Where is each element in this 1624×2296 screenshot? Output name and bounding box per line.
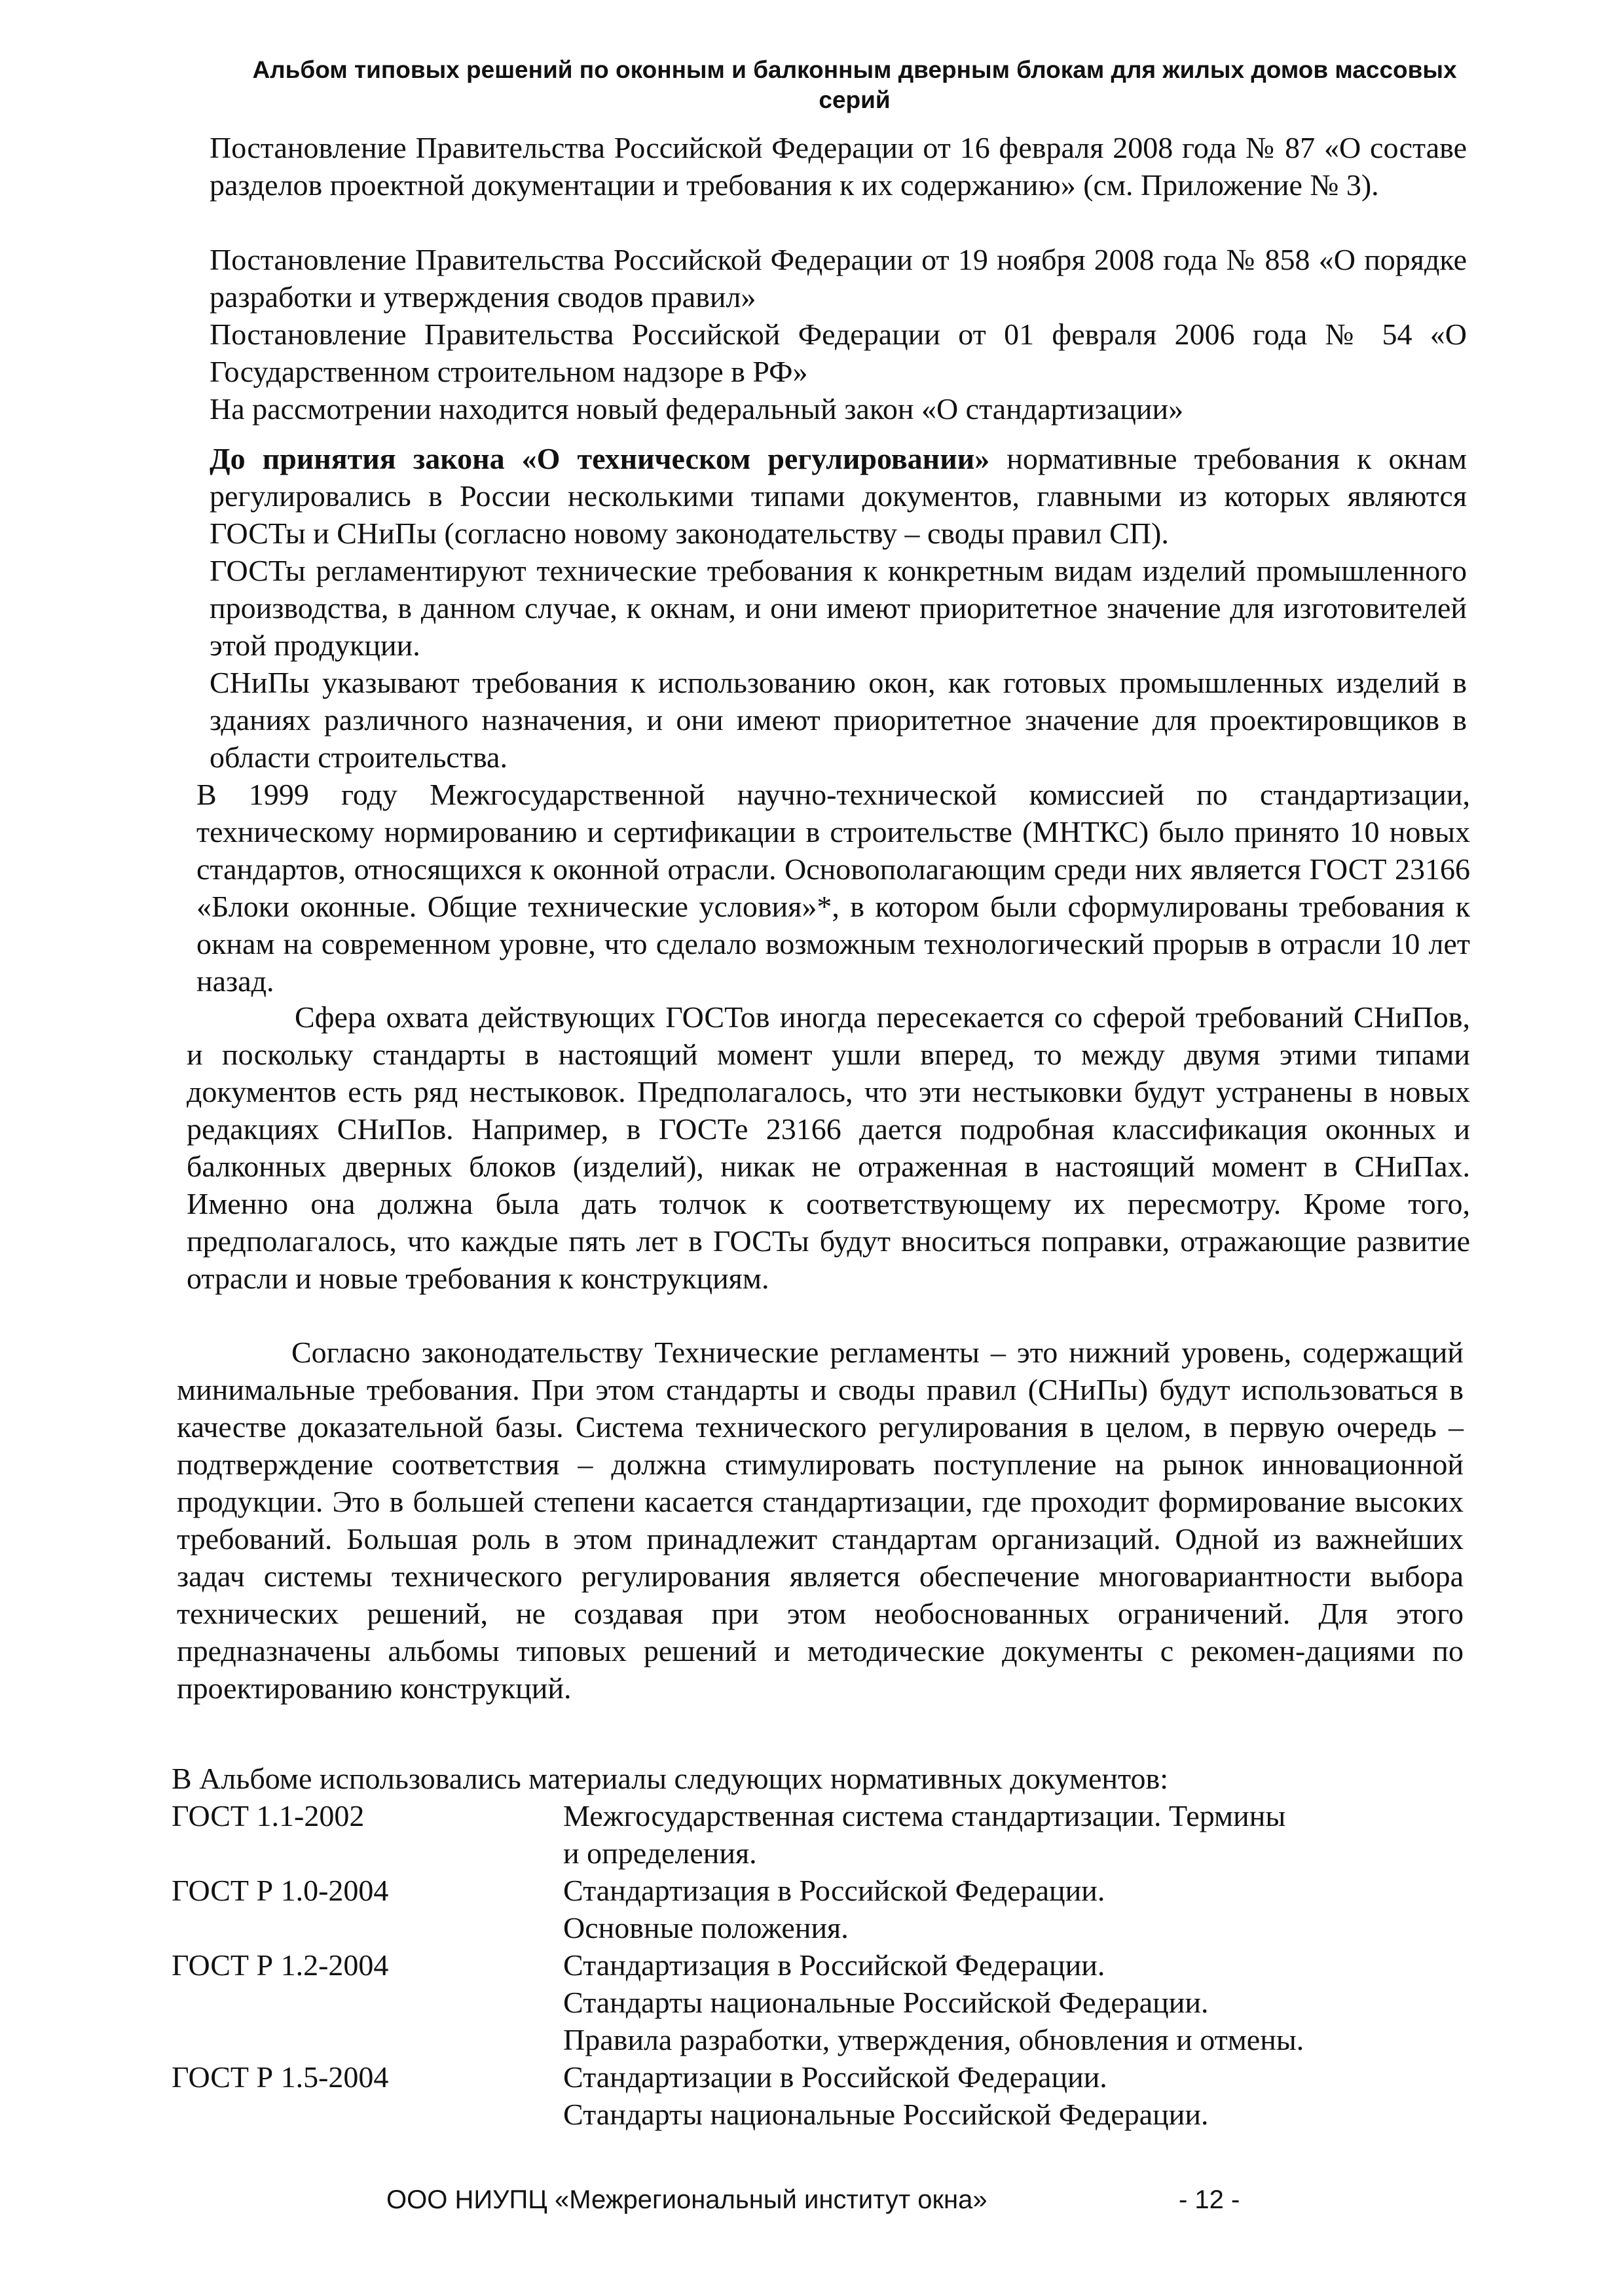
decree-3: Постановление Правительства Российской Федерации от 01 февраля 2006 года № 54 «О Государственном строительном надзоре в РФ» [210,318,1467,388]
paragraph-6: Согласно законодательству Технические регламенты – это нижний уровень, содержащий минимальные требования. При этом стандарты и своды правил (СНиПы) будут использоваться в качестве доказательной базы. Система технического регулирования в целом, в первую очередь – подтверждение соответствия – должна стимулировать поступление на рынок инновационной продукции. Это в большей степени касается стандартизации, где проходит формирование высоких требований. Большая роль в этом принадлежит стандартам организаций. Одной из важнейших задач системы технического регулирования является обеспечение многовариантности выбора технических решений, не создавая при этом необоснованных ограничений. Для этого предназначены альбомы типовых решений и методические документы с рекомен-дациями по проектированию конструкций. [177,1336,1464,1705]
paragraph-1-text: нормативные требования к окнам регулировались в России несколькими типами документов, главными из которых являются ГОСТы и СНиПы (согласно новому законодательству – своды правил СП). [210,442,1467,550]
ref-code: ГОСТ Р 1.2-2004 [172,1948,389,1982]
footer-organization: ООО НИУПЦ «Межрегиональный институт окна» [386,2185,987,2214]
ref-description-line: Основные положения. [563,1911,849,1944]
paragraph-1-lead: До принятия закона «О техническом регулировании» [210,442,990,475]
ref-description-line: Стандартизации в Российской Федерации. [563,2060,1107,2094]
paragraph-1 [210,440,1467,552]
page-header [216,55,1493,115]
decree-2: Постановление Правительства Российской Федерации от 19 ноября 2008 года № 858 «О порядке разработки и утверждения сводов правил» [210,243,1467,314]
decree-4: На рассмотрении находится новый федеральный закон «О стандартизации» [210,392,1184,426]
ref-description-line: Стандарты национальные Российской Федерации. [563,2098,1209,2131]
ref-description-line: Стандарты национальные Российской Федерации. [563,1986,1209,2019]
header-title-cont: серий [819,86,891,113]
ref-description-line: Правила разработки, утверждения, обновления и отмены. [563,2023,1304,2056]
ref-description-line: Стандартизация в Российской Федерации. [563,1874,1105,1907]
ref-code: ГОСТ Р 1.5-2004 [172,2060,389,2094]
ref-description-line: и определения. [563,1836,757,1870]
header-title: Альбом типовых решений по оконным и балконным дверным блокам для жилых домов массовых [252,56,1457,83]
ref-code: ГОСТ 1.1-2002 [172,1799,365,1832]
paragraph-3: СНиПы указывают требования к использованию окон, как готовых промышленных изделий в зданиях различного назначения, и они имеют приоритетное значение для проектировщиков в области строительства. [210,666,1467,774]
references-intro: В Альбоме использовались материалы следующих нормативных документов: [172,1762,1169,1795]
decree-1: Постановление Правительства Российской Федерации от 16 февраля 2008 года № 87 «О составе разделов проектной документации и требования к их содержанию» (см. Приложение № 3). [210,131,1467,202]
page-number: - 12 - [1179,2185,1240,2214]
paragraph-4: В 1999 году Межгосударственной научно-технической комиссией по стандартизации, техническому нормированию и сертификации в строительстве (МНТКС) было принято 10 новых стандартов, относящихся к оконной отрасли. Основополагающим среди них является ГОСТ 23166 «Блоки оконные. Общие технические условия»*, в котором были сформулированы требования к окнам на современном уровне, что сделало возможным технологический прорыв в отрасли 10 лет назад. [196,778,1470,998]
ref-description-line: Межгосударственная система стандартизации. Термины [563,1799,1286,1832]
ref-code: ГОСТ Р 1.0-2004 [172,1874,389,1907]
paragraph-5: Сфера охвата действующих ГОСТов иногда пересекается со сферой требований СНиПов, и поскольку стандарты в настоящий момент ушли вперед, то между двумя этими типами документов есть ряд нестыковок. Предполагалось, что эти нестыковки будут устранены в новых редакциях СНиПов. Например, в ГОСТе 23166 дается подробная классификация оконных и балконных дверных блоков (изделий), никак не отраженная в настоящий момент в СНиПах. Именно она должна была дать толчок к соответствующему их пересмотру. Кроме того, предполагалось, что каждые пять лет в ГОСТы будут вноситься поправки, отражающие развитие отрасли и новые требования к конструкциям. [187,1000,1470,1295]
ref-description-line: Стандартизация в Российской Федерации. [563,1948,1105,1982]
paragraph-2: ГОСТы регламентируют технические требования к конкретным видам изделий промышленного производства, в данном случае, к окнам, и они имеют приоритетное значение для изготовителей этой продукции. [210,554,1467,662]
